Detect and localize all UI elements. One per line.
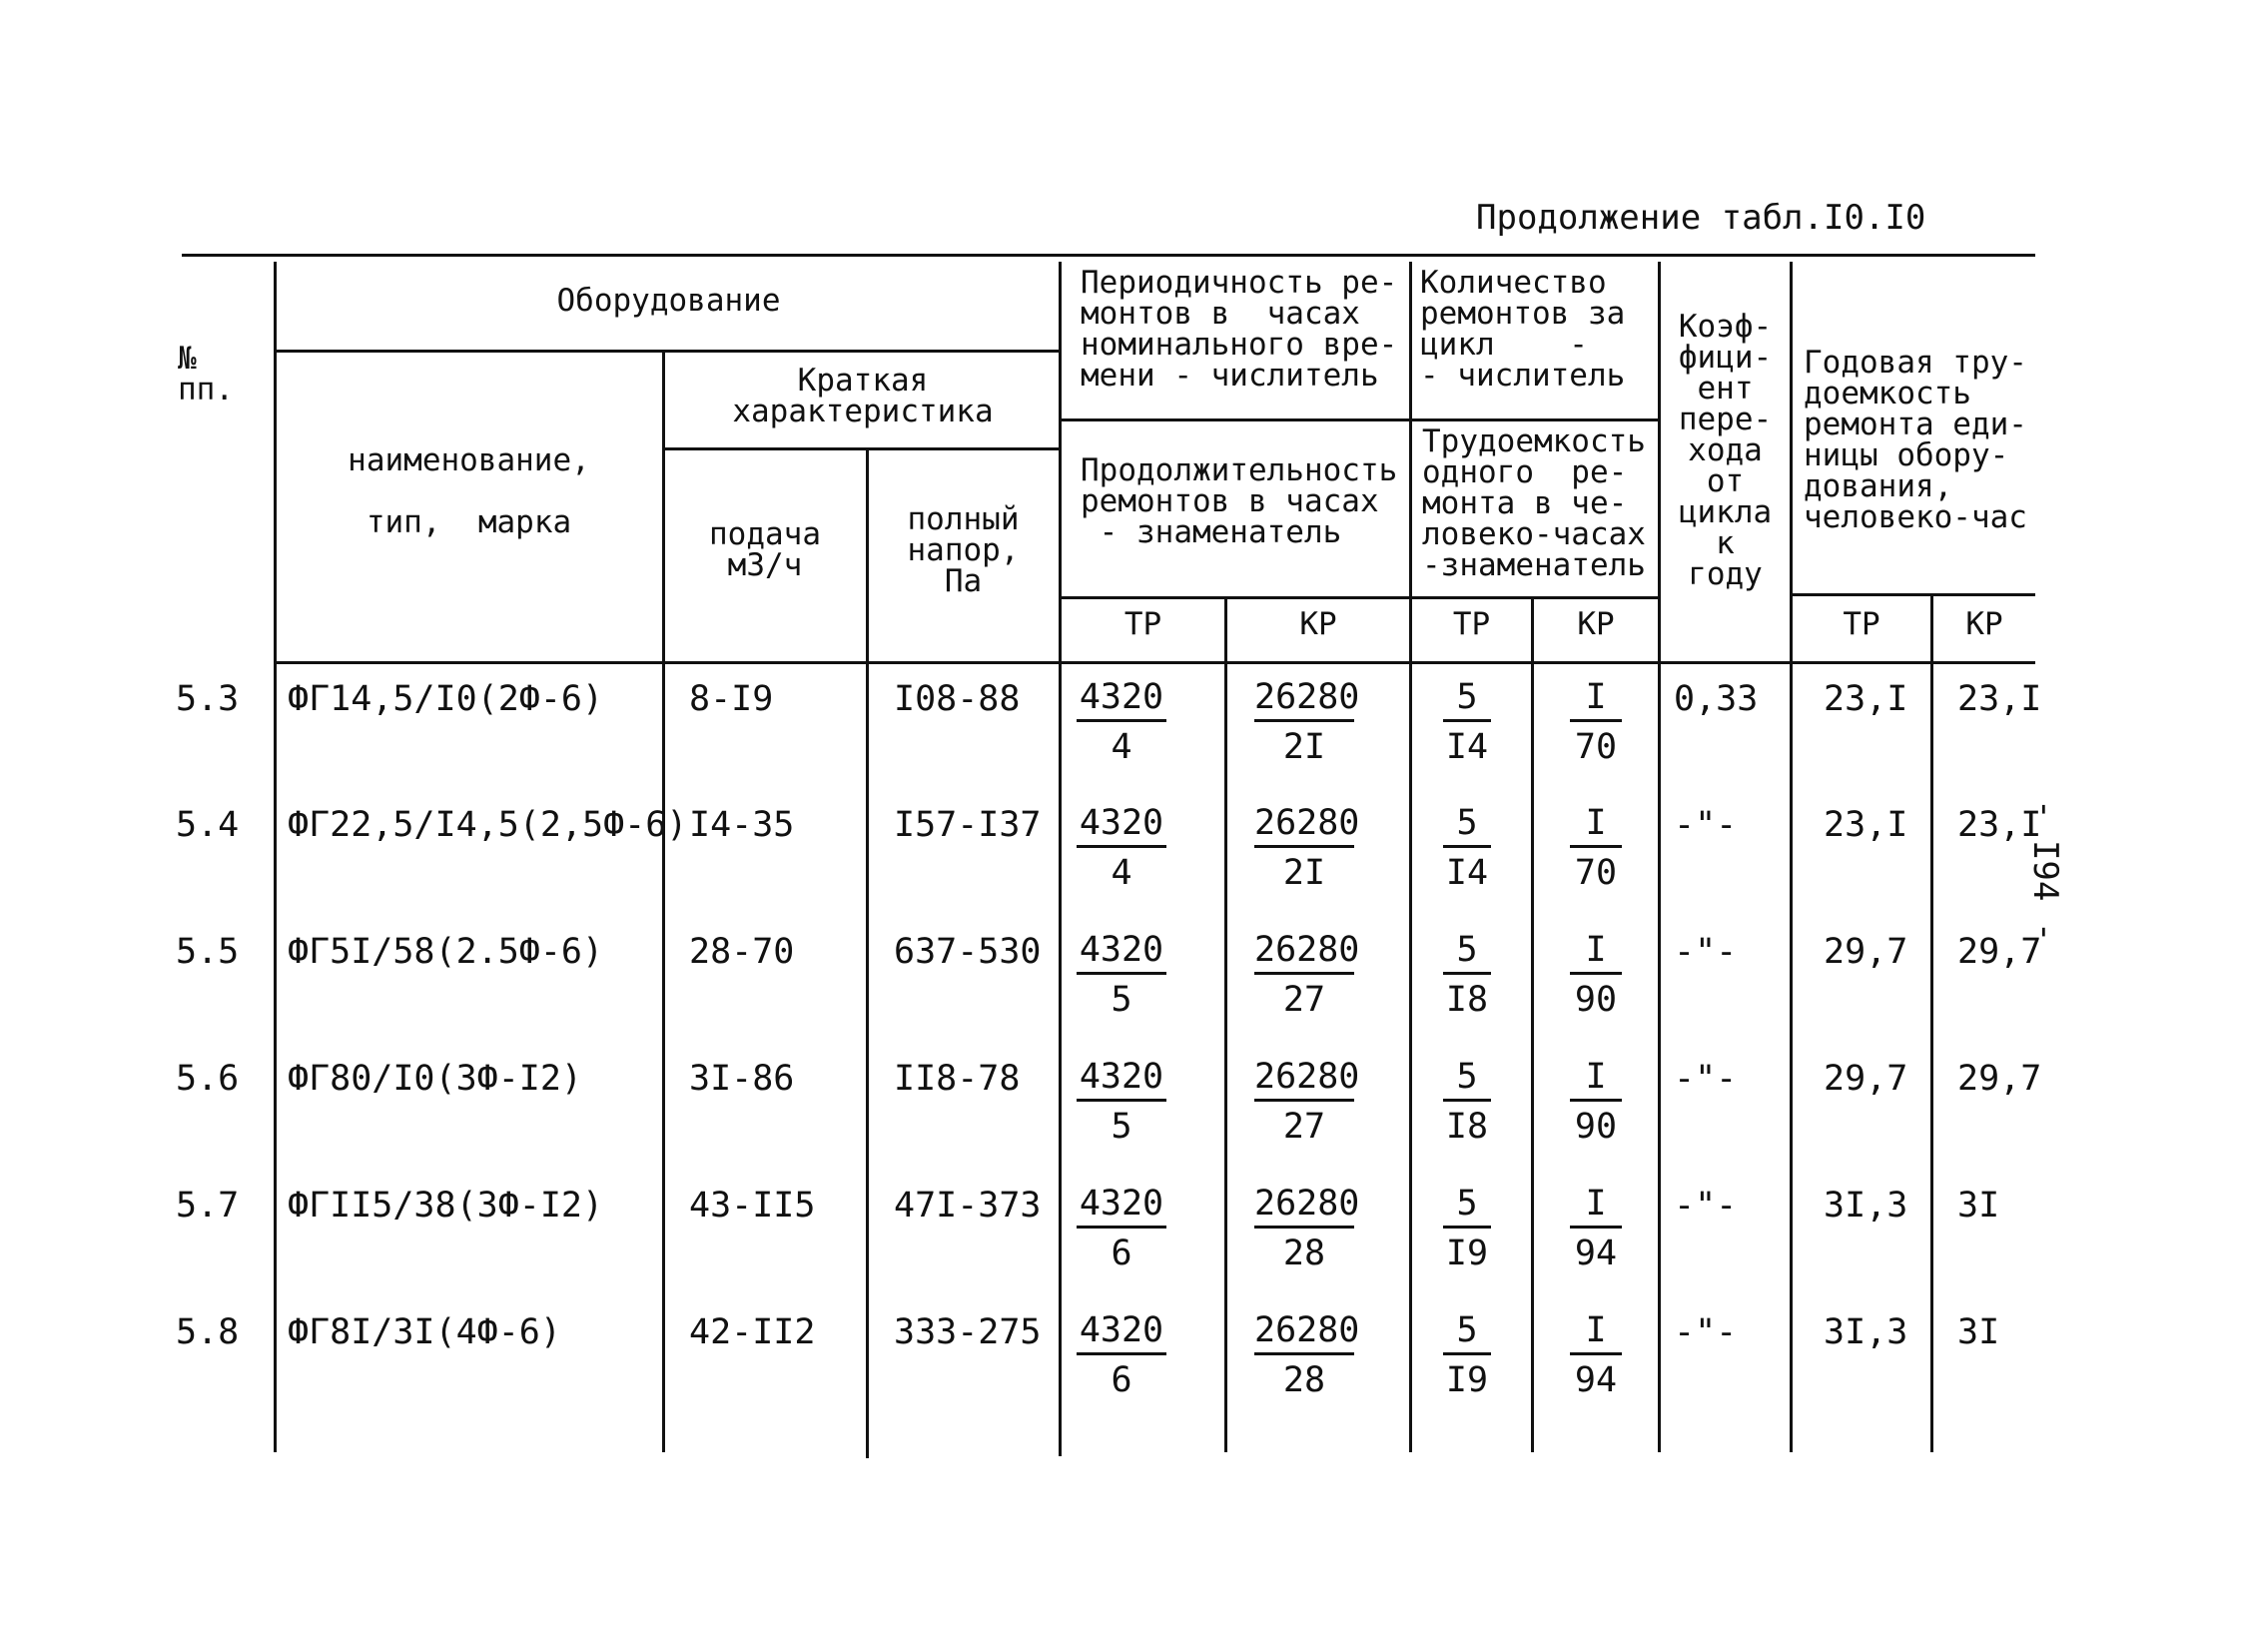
- fraction-count-tr: $\frac{5}{I4}$: [1443, 675, 1491, 766]
- row-name: ФГ8I/3I(4Ф-6): [288, 1312, 561, 1352]
- rule-header-bottom: [276, 661, 2035, 664]
- fraction-count-tr: $\frac{5}{I8}$: [1443, 1055, 1491, 1146]
- row-no: 5.6: [176, 1059, 240, 1099]
- fraction-period-kr: $\frac{26280}{2I}$: [1254, 677, 1360, 767]
- row-flow: 42-II2: [689, 1312, 816, 1352]
- row-no: 5.3: [176, 679, 240, 719]
- fraction-period-tr: $\frac{4320}{5}$: [1077, 928, 1166, 1019]
- row-pressure: 333-275: [894, 1312, 1042, 1352]
- rule-periodicity: [1062, 418, 1660, 421]
- fraction-count-tr: $\frac{5}{I4}$: [1443, 801, 1491, 892]
- rule-subheader: [1062, 596, 1661, 599]
- row-annual-kr: 23,I: [1957, 805, 2042, 845]
- row-no: 5.7: [176, 1186, 240, 1226]
- row-name: ФГ22,5/I4,5(2,5Ф-6): [288, 805, 688, 845]
- vrule-3: [866, 447, 869, 1458]
- fraction-period-kr: $\frac{26280}{28}$: [1254, 1310, 1360, 1400]
- fraction-count-kr: $\frac{I}{90}$: [1570, 928, 1622, 1019]
- header-no: № пп.: [178, 341, 234, 408]
- header-repairs-count: Количество ремонтов за цикл - - числитель: [1420, 265, 1626, 394]
- row-annual-tr: 3I,3: [1824, 1312, 1908, 1352]
- row-annual-kr: 29,7: [1957, 932, 2042, 972]
- header-name: наименование, тип, марка: [348, 442, 590, 540]
- row-name: ФГ5I/58(2.5Ф-6): [288, 932, 604, 972]
- vrule-4: [1059, 262, 1062, 1456]
- row-no: 5.4: [176, 805, 240, 845]
- row-annual-kr: 3I: [1957, 1186, 2000, 1226]
- row-coef: -"-: [1674, 1312, 1738, 1352]
- header-coef: Коэф- фици- ент пере- хода от цикла к году: [1678, 309, 1773, 592]
- row-no: 5.5: [176, 932, 240, 972]
- header-pressure: полный напор, Па: [907, 501, 1020, 599]
- table-caption: Продолжение табл.I0.I0: [1476, 198, 1926, 238]
- vrule-5: [1224, 596, 1227, 1452]
- fraction-count-tr: $\frac{5}{I8}$: [1443, 928, 1491, 1019]
- row-annual-tr: 29,7: [1824, 932, 1908, 972]
- fraction-count-kr: $\frac{I}{70}$: [1570, 801, 1622, 892]
- row-annual-tr: 23,I: [1824, 679, 1908, 719]
- header-annual-tr: ТР: [1843, 606, 1880, 642]
- fraction-count-kr: $\frac{I}{70}$: [1570, 675, 1622, 766]
- fraction-period-kr: $\frac{26280}{28}$: [1254, 1184, 1360, 1273]
- fraction-period-kr: $\frac{26280}{2I}$: [1254, 803, 1360, 893]
- row-annual-kr: 23,I: [1957, 679, 2042, 719]
- row-pressure: 637-530: [894, 932, 1042, 972]
- row-coef: -"-: [1674, 932, 1738, 972]
- rule-equipment: [276, 350, 1062, 353]
- row-name: ФГII5/38(3Ф-I2): [288, 1186, 604, 1226]
- header-equipment: Оборудование: [556, 283, 781, 319]
- fraction-period-tr: $\frac{4320}{4}$: [1077, 801, 1166, 892]
- row-pressure: I08-88: [894, 679, 1021, 719]
- row-annual-kr: 3I: [1957, 1312, 2000, 1352]
- row-flow: 28-70: [689, 932, 795, 972]
- fraction-count-tr: $\frac{5}{I9}$: [1443, 1308, 1491, 1399]
- rule-annual: [1792, 593, 2035, 596]
- fraction-count-kr: $\frac{I}{94}$: [1570, 1308, 1622, 1399]
- row-coef: -"-: [1674, 1186, 1738, 1226]
- row-coef: -"-: [1674, 1059, 1738, 1099]
- row-annual-tr: 23,I: [1824, 805, 1908, 845]
- row-flow: 43-II5: [689, 1186, 816, 1226]
- header-count-kr: КР: [1577, 606, 1615, 642]
- fraction-period-kr: $\frac{26280}{27}$: [1254, 1057, 1360, 1147]
- row-flow: 8-I9: [689, 679, 774, 719]
- row-annual-tr: 3I,3: [1824, 1186, 1908, 1226]
- fraction-period-tr: $\frac{4320}{4}$: [1077, 675, 1166, 766]
- row-annual-kr: 29,7: [1957, 1059, 2042, 1099]
- header-count-tr: ТР: [1452, 606, 1491, 642]
- row-pressure: 47I-373: [894, 1186, 1042, 1226]
- row-flow: I4-35: [689, 805, 795, 845]
- fraction-period-tr: $\frac{4320}{6}$: [1077, 1308, 1166, 1399]
- fraction-period-tr: $\frac{4320}{5}$: [1077, 1055, 1166, 1146]
- vrule-2: [662, 350, 665, 1452]
- header-annual-kr: КР: [1965, 606, 2003, 642]
- row-name: ФГ80/I0(3Ф-I2): [288, 1059, 583, 1099]
- row-flow: 3I-86: [689, 1059, 795, 1099]
- header-periodicity: Периодичность ре- монтов в часах номинального вре- мени - числитель: [1081, 265, 1398, 394]
- row-coef: -"-: [1674, 805, 1738, 845]
- header-labor-one: Трудоемкость одного ре- монта в че- ловеко-часах -знаменатель: [1422, 423, 1646, 583]
- fraction-period-tr: $\frac{4320}{6}$: [1077, 1182, 1166, 1272]
- fraction-count-kr: $\frac{I}{94}$: [1570, 1182, 1622, 1272]
- fraction-count-kr: $\frac{I}{90}$: [1570, 1055, 1622, 1146]
- row-pressure: II8-78: [894, 1059, 1021, 1099]
- header-period-tr: ТР: [1123, 606, 1162, 642]
- header-period-kr: КР: [1299, 606, 1337, 642]
- rule-brief: [664, 447, 1062, 450]
- header-annual: Годовая тру- доемкость ремонта еди- ницы обору- дования, человеко-час: [1804, 345, 2027, 535]
- row-coef: 0,33: [1674, 679, 1759, 719]
- vrule-6: [1409, 262, 1412, 1452]
- row-no: 5.8: [176, 1312, 240, 1352]
- vrule-7: [1531, 596, 1534, 1452]
- header-flow: подача м3/ч: [709, 516, 821, 583]
- row-name: ФГ14,5/I0(2Ф-6): [288, 679, 604, 719]
- header-brief: Краткая характеристика: [732, 363, 994, 429]
- fraction-period-kr: $\frac{26280}{27}$: [1254, 930, 1360, 1020]
- fraction-count-tr: $\frac{5}{I9}$: [1443, 1182, 1491, 1272]
- header-duration: Продолжительность ремонтов в часах - знаменатель: [1081, 452, 1398, 550]
- vrule-9: [1790, 262, 1793, 1452]
- vrule-1: [274, 262, 277, 1452]
- row-annual-tr: 29,7: [1824, 1059, 1908, 1099]
- page-number: - I94 -: [2025, 799, 2065, 943]
- vrule-10: [1930, 596, 1933, 1452]
- row-pressure: I57-I37: [894, 805, 1042, 845]
- rule-top: [182, 254, 2035, 257]
